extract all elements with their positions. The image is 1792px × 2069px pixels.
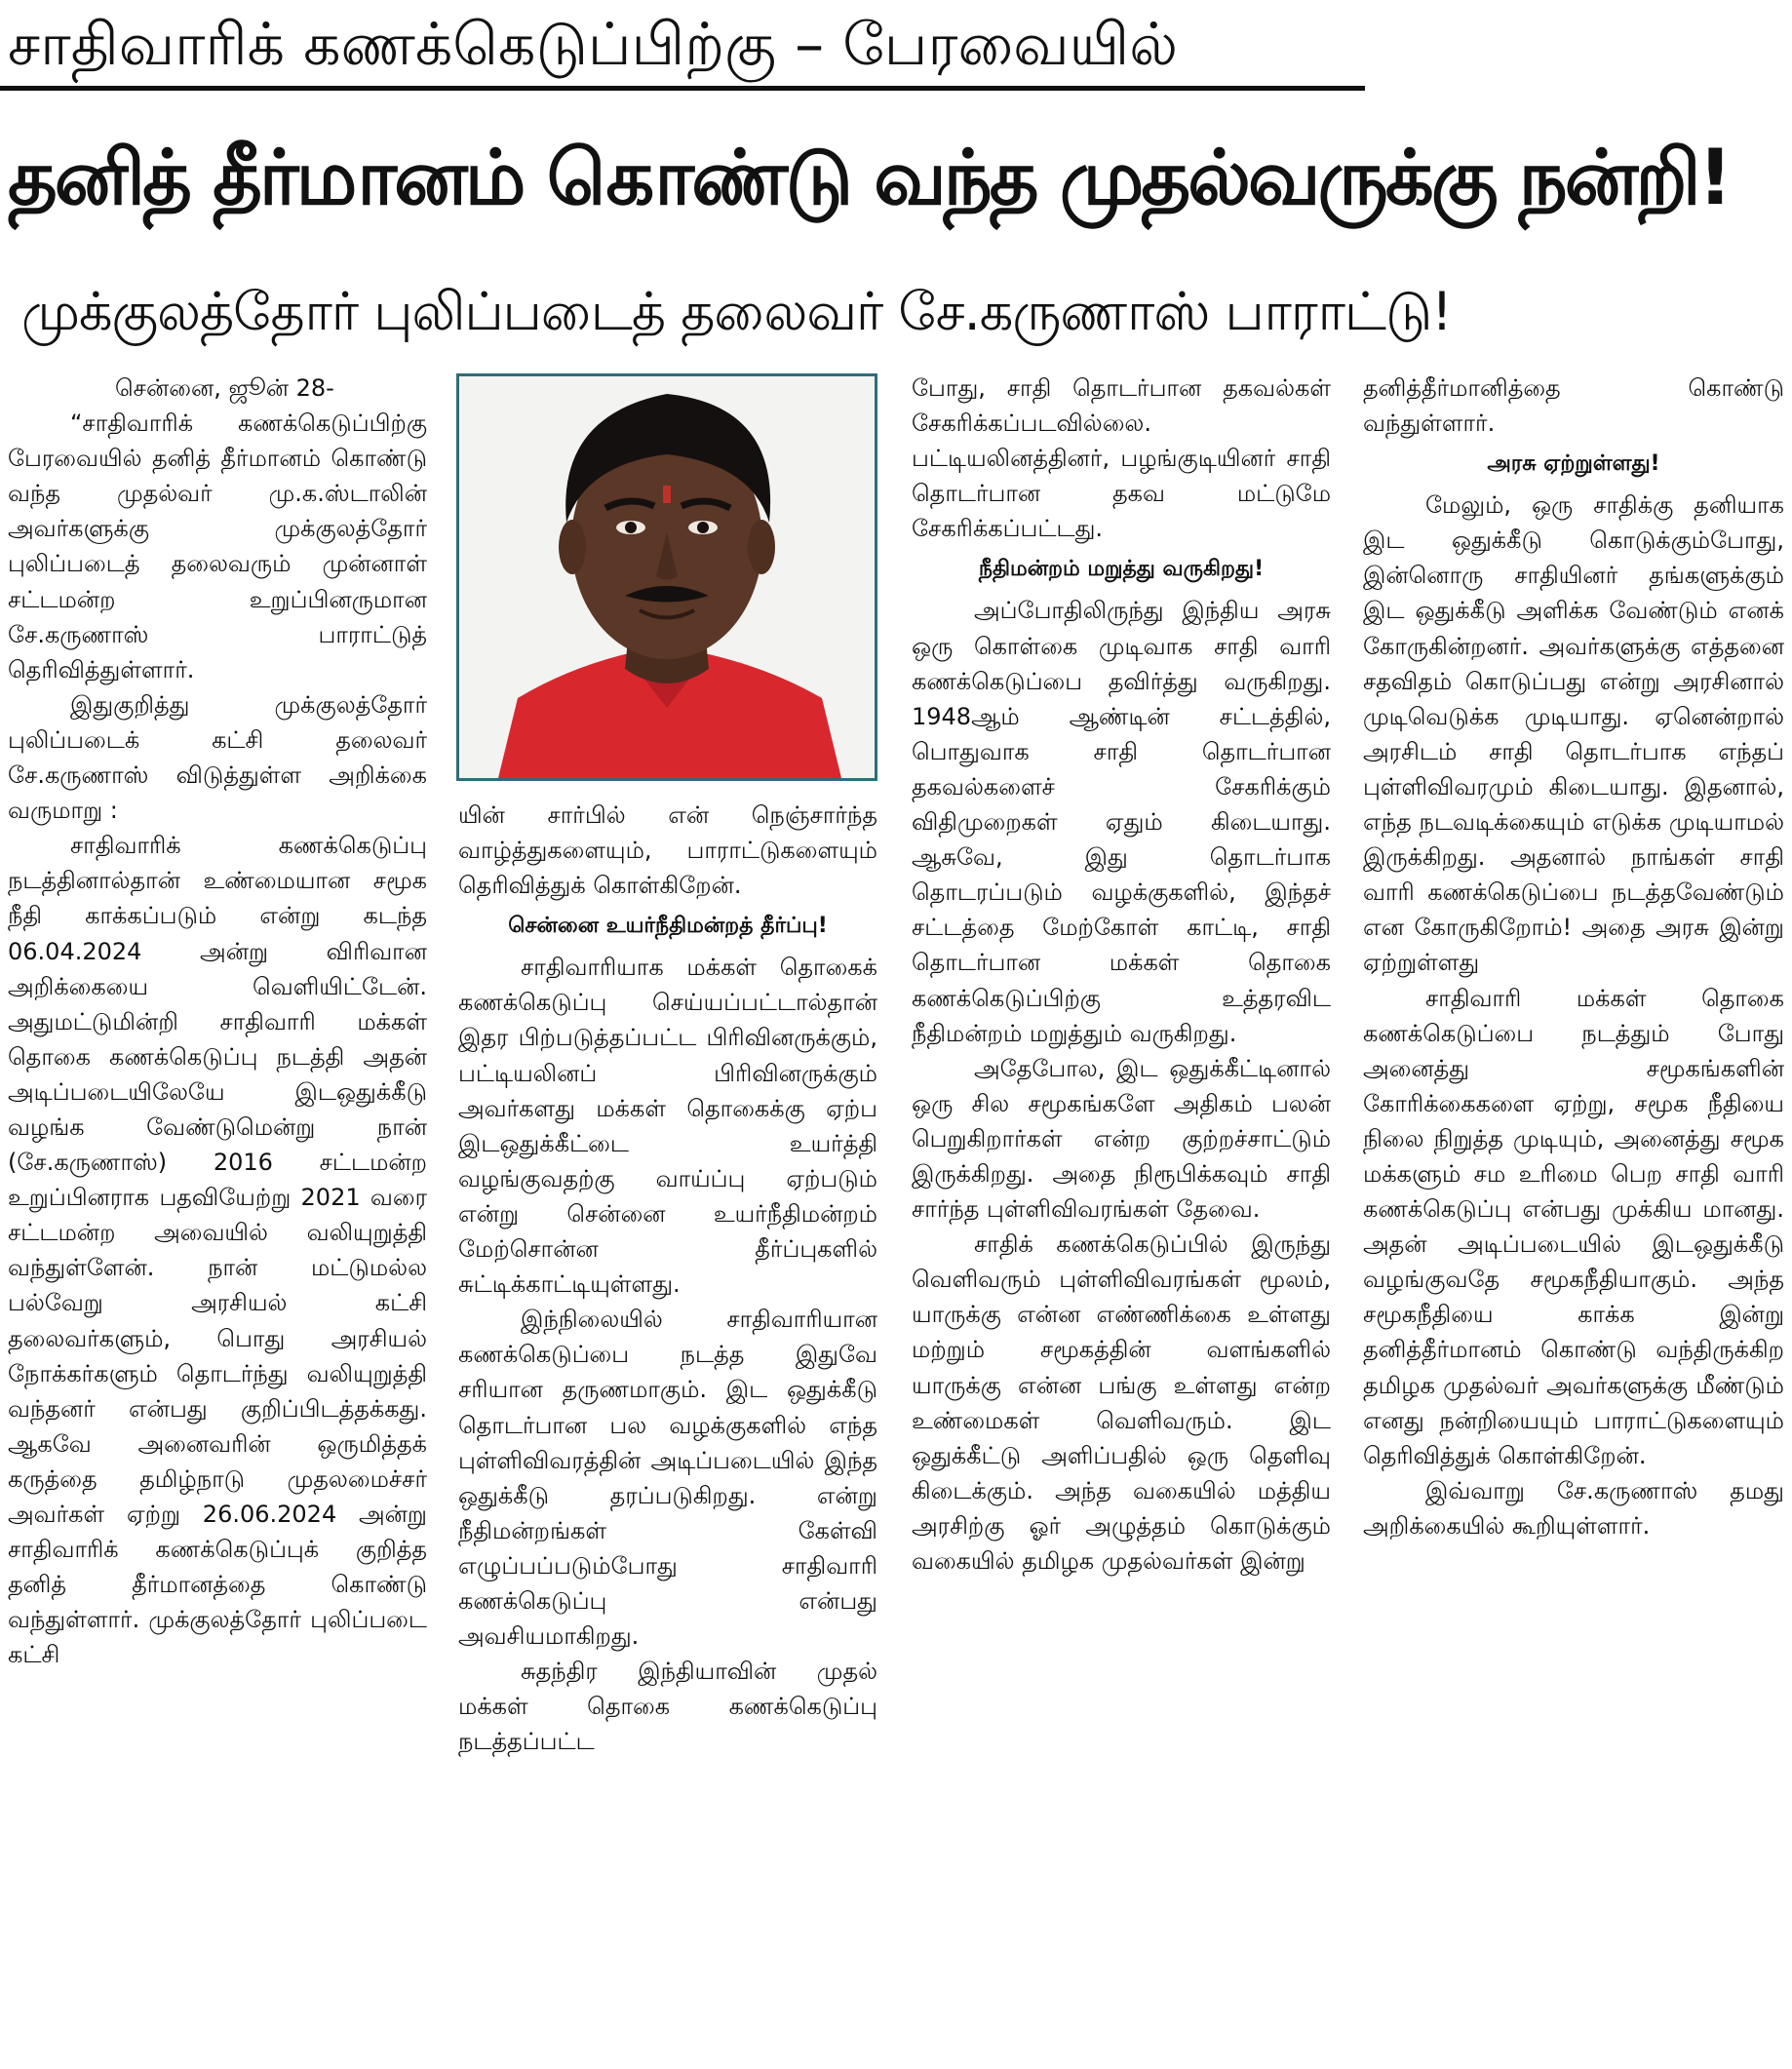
- paragraph: மேலும், ஒரு சாதிக்கு தனியாக இட ஒதுக்கீடு கொடுக்கும்போது, இன்னொரு சாதியினர் தங்களுக்கும் இட ஒதுக்கீடு அளிக்க வேண்டும் எனக் கோருகின்றனர். அவர்களுக்கு எத்தனை சதவிதம் கொடுப்பது என்று அரசினால் முடிவெடுக்க முடியாது. ஏனென்றால் அரசிடம் சாதி தொடர்பாக எந்தப் புள்ளிவிவரமும் கிடையாது. இதனால், எந்த நடவடிக்கையும் எடுக்க முடியாமல் இருக்கிறது. அதனால் நாங்கள் சாதி வாரி கணக்கெடுப்பை நடத்தவேண்டும் என கோருகிறோம்! அதை அரசு இன்று ஏற்றுள்ளது: [1363, 491, 1784, 977]
- paragraph: தனித்தீர்மானித்தை கொண்டு வந்துள்ளார்.: [1363, 374, 1784, 438]
- column-3: [912, 371, 1331, 1579]
- paragraph: இந்நிலையில் சாதிவாரியான கணக்கெடுப்பை நடத்த இதுவே சரியான தருணமாகும். இட ஒதுக்கீடு தொடர்பான பல வழக்குகளில் எந்த புள்ளிவிவரத்தின் அடிப்படையில் இந்த ஒதுக்கீடு தரப்படுகிறது. என்று நீதிமன்றங்கள் கேள்வி எழுப்பப்படும்போது சாதிவாரி கணக்கெடுப்பு என்பது அவசியமாகிறது.: [458, 1306, 877, 1651]
- column-4: [1363, 371, 1784, 1543]
- kicker-rule: [0, 86, 1365, 91]
- column-1: [8, 371, 427, 1672]
- section-heading: அரசு ஏற்றுள்ளது!: [1487, 451, 1660, 477]
- paragraph: அப்போதிலிருந்து இந்திய அரசு ஒரு கொள்கை முடிவாக சாதி வாரி கணக்கெடுப்பை தவிர்த்து வருகிறது. 1948ஆம் ஆண்டின் சட்டத்தில், பொதுவாக சாதி தொடர்பான தகவல்களைச் சேகரிக்கும் விதிமுறைகள் ஏதும் கிடையாது. ஆசுவே, இது தொடர்பாக தொடரப்படும் வழக்குகளில், இந்தச் சட்டத்தை மேற்கோள் காட்டி, சாதி தொடர்பான மக்கள் தொகை கணக்கெடுப்பிற்கு உத்தரவிட நீதிமன்றம் மறுத்தும் வருகிறது.: [912, 597, 1331, 1047]
- portrait-photo: [456, 373, 877, 781]
- column-2: [458, 798, 877, 1759]
- paragraph: யின் சார்பில் என் நெஞ்சார்ந்த வாழ்த்துகளையும், பாராட்டுகளையும் தெரிவித்துக் கொள்கிறேன்.: [458, 801, 877, 900]
- paragraph: இதுகுறித்து முக்குலத்தோர் புலிப்படைக் கட்சி தலைவர் சே.கருணாஸ் விடுத்துள்ள அறிக்கை வருமாறு :: [8, 690, 427, 825]
- dateline: சென்னை, ஜூன் 28-: [115, 374, 334, 402]
- paragraph: சாதிவாரிக் கணக்கெடுப்பு நடத்தினால்தான் உண்மையான சமூக நீதி காக்கப்படும் என்று கடந்த 06.04.2024 அன்று விரிவான அறிக்கையை வெளியிட்டேன். அதுமட்டுமின்றி சாதிவாரி மக்கள் தொகை கணக்கெடுப்பு நடத்தி அதன் அடிப்படையிலேயே இடஒதுக்கீடு வழங்க வேண்டுமென்று நான் (சே.கருணாஸ்) 2016 சட்டமன்ற உறுப்பினராக பதவியேற்று 2021 வரை சட்டமன்ற அவையில் வலியுறுத்தி வந்துள்ளேன். நான் மட்டுமல்ல பல்வேறு அரசியல் கட்சி தலைவர்களும், பொது அரசியல் நோக்கர்களும் தொடர்ந்து வலியுறுத்தி வந்தனர் என்பது குறிப்பிடத்தக்கது. ஆகவே அனைவரின் ஒருமித்தக் கருத்தை தமிழ்நாடு முதலமைச்சர் அவர்கள் ஏற்று 26.06.2024 அன்று சாதிவாரிக் கணக்கெடுப்புக் குறித்த தனித் தீர்மானத்தை கொண்டு வந்துள்ளார். முக்குலத்தோர் புலிப்படை கட்சி: [8, 832, 427, 1669]
- paragraph: போது, சாதி தொடர்பான தகவல்கள் சேகரிக்கப்படவில்லை. பட்டியலினத்தினர், பழங்குடியினர் சாதி தொடர்பான தகவ மட்டுமே சேகரிக்கப்பட்டது.: [912, 374, 1331, 543]
- kicker: சாதிவாரிக் கணக்கெடுப்பிற்கு – பேரவையில்: [8, 11, 1179, 79]
- section-heading: நீதிமன்றம் மறுத்து வருகிறது!: [978, 557, 1265, 582]
- paragraph: சுதந்திர இந்தியாவின் முதல் மக்கள் தொகை கணக்கெடுப்பு நடத்தப்பட்ட: [458, 1658, 877, 1756]
- paragraph: அதேபோல, இட ஒதுக்கீட்டினால் ஒரு சில சமூகங்களே அதிகம் பலன் பெறுகிறார்கள் என்ற குற்றச்சாட்டும் இருக்கிறது. அதை நிரூபிக்கவும் சாதி சார்ந்த புள்ளிவிவரங்கள் தேவை.: [912, 1054, 1331, 1224]
- paragraph: சாதிக் கணக்கெடுப்பில் இருந்து வெளிவரும் புள்ளிவிவரங்கள் மூலம், யாருக்கு என்ன எண்ணிக்கை உள்ளது மற்றும் சமூகத்தின் வளங்களில் யாருக்கு என்ன பங்கு உள்ளது என்ற உண்மைகள் வெளிவரும். இட ஒதுக்கீட்டு அளிப்பதில் ஒரு தெளிவு கிடைக்கும். அந்த வகையில் மத்திய அரசிற்கு ஓர் அழுத்தம் கொடுக்கும் வகையில் தமிழக முதல்வர்கள் இன்று: [912, 1230, 1331, 1575]
- portrait-image: [459, 376, 875, 778]
- paragraph: இவ்வாறு சே.கருணாஸ் தமது அறிக்கையில் கூறியுள்ளார்.: [1363, 1476, 1784, 1540]
- subhead: முக்குலத்தோர் புலிப்படைத் தலைவர் சே.கருணாஸ் பாராட்டு!: [21, 281, 1452, 342]
- paragraph: “சாதிவாரிக் கணக்கெடுப்பிற்கு பேரவையில் தனித் தீர்மானம் கொண்டு வந்த முதல்வர் மு.க.ஸ்டாலின் அவர்களுக்கு முக்குலத்தோர் புலிப்படைத் தலைவரும் முன்னாள் சட்டமன்ற உறுப்பினருமான சே.கருணாஸ் பாராட்டுத் தெரிவித்துள்ளார்.: [8, 410, 427, 683]
- paragraph: சாதிவாரி மக்கள் தொகை கணக்கெடுப்பை நடத்தும் போது அனைத்து சமூகங்களின் கோரிக்கைகளை ஏற்று, சமூக நீதியை நிலை நிறுத்த முடியும், அனைத்து சமூக மக்களும் சம உரிமை பெற சாதி வாரி கணக்கெடுப்பு என்பது முக்கிய மானது. அதன் அடிப்படையில் இடஒதுக்கீடு வழங்குவதே சமூகநீதியாகும். அந்த சமூகநீதியை காக்க இன்று தனித்தீர்மானம் கொண்டு வந்திருக்கிற தமிழக முதல்வர் அவர்களுக்கு மீண்டும் எனது நன்றியையும் பாராட்டுகளையும் தெரிவித்துக் கொள்கிறேன்.: [1363, 984, 1784, 1469]
- headline: தனித் தீர்மானம் கொண்டு வந்த முதல்வருக்கு நன்றி!: [8, 135, 1731, 222]
- paragraph: சாதிவாரியாக மக்கள் தொகைக் கணக்கெடுப்பு செய்யப்பட்டால்தான் இதர பிற்படுத்தப்பட்ட பிரிவினருக்கும், பட்டியலினப் பிரிவினருக்கும் அவர்களது மக்கள் தொகைக்கு ஏற்ப இடஒதுக்கீட்டை உயர்த்தி வழங்குவதற்கு வாய்ப்பு ஏற்படும் என்று சென்னை உயர்நீதிமன்றம் மேற்சொன்ன தீர்ப்புகளில் சுட்டிக்காட்டியுள்ளது.: [458, 954, 877, 1299]
- section-heading: சென்னை உயர்நீதிமன்றத் தீர்ப்பு!: [508, 914, 828, 939]
